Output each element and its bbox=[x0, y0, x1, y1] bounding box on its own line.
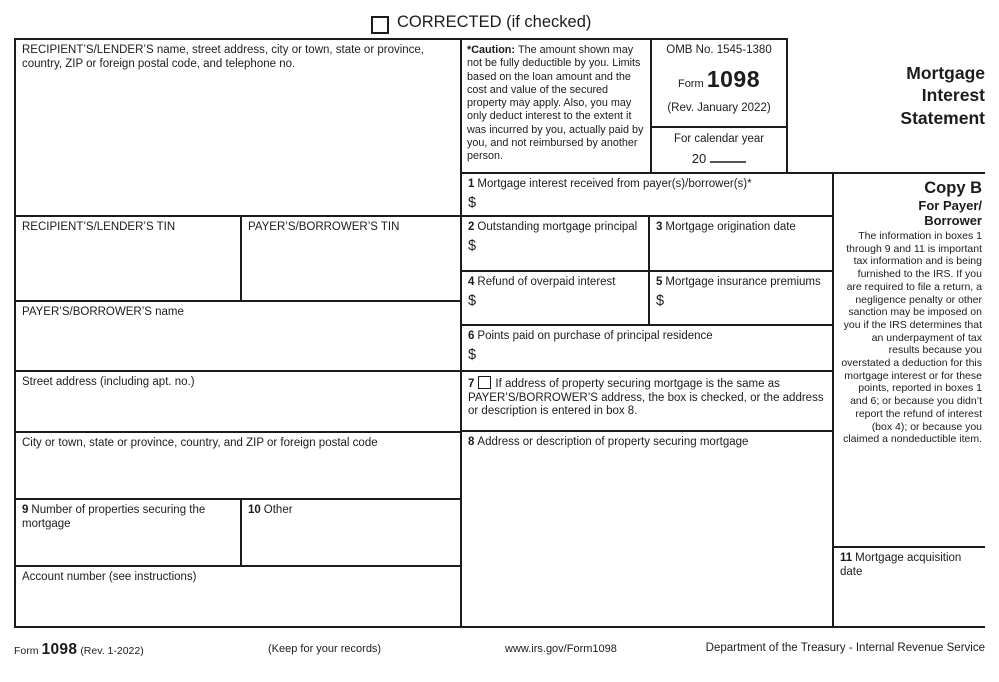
box8-number: 8 bbox=[468, 436, 475, 448]
footer-irs-url: www.irs.gov/Form1098 bbox=[505, 643, 617, 655]
box4-number: 4 bbox=[468, 276, 475, 288]
box10-number: 10 bbox=[248, 504, 261, 516]
copy-b-instructions: The information in boxes 1 through 9 and 11 is important tax information and is being furnished to the IRS. If you are required to file a return, a negligence penalty or other sanction may be imposed on you if the IRS determines that an underpayment of tax results because you overstated a deduction for this mortgage interest or for these points, reported in boxes 1 and 6; or because you didn’t report the refund of interest (box 4); or because you claimed a nondeductible item. bbox=[841, 230, 982, 446]
box9-number-of-properties-field[interactable] bbox=[14, 498, 240, 565]
box10-other-field[interactable] bbox=[240, 498, 460, 565]
box1-mortgage-interest-field[interactable] bbox=[460, 172, 832, 215]
box4-refund-field[interactable] bbox=[460, 270, 648, 324]
city-state-zip-label: City or town, state or province, country, and ZIP or foreign postal code bbox=[22, 437, 378, 449]
box10-label: Other bbox=[263, 504, 293, 516]
footer-form-id bbox=[14, 641, 144, 659]
box5-insurance-premiums-field[interactable] bbox=[648, 270, 832, 324]
form-number: 1098 bbox=[706, 65, 761, 92]
omb-number: OMB No. 1545-1380 bbox=[666, 44, 772, 56]
box11-label: Mortgage acquisition date bbox=[840, 552, 962, 578]
corrected-checkbox[interactable] bbox=[371, 16, 389, 34]
box1-number: 1 bbox=[468, 178, 475, 190]
footer bbox=[0, 639, 999, 663]
box1-label: Mortgage interest received from payer(s)/borrower(s)* bbox=[477, 178, 752, 190]
box6-dollar-sign: $ bbox=[468, 346, 477, 363]
recipient-lender-tin-field[interactable] bbox=[14, 215, 240, 300]
box2-label: Outstanding mortgage principal bbox=[477, 221, 638, 233]
footer-form-word: Form bbox=[14, 645, 39, 657]
form-revision: (Rev. January 2022) bbox=[667, 101, 771, 114]
caution-lead: *Caution: bbox=[467, 44, 515, 56]
box7-same-address-section bbox=[460, 370, 832, 430]
footer-form-number: 1098 bbox=[41, 641, 78, 658]
copy-b-subtitle-line1: For Payer/ bbox=[918, 198, 982, 214]
recipient-lender-info-field[interactable] bbox=[14, 38, 460, 215]
box2-outstanding-principal-field[interactable] bbox=[460, 215, 648, 270]
box4-label: Refund of overpaid interest bbox=[477, 276, 616, 288]
box3-origination-date-field[interactable] bbox=[648, 215, 832, 270]
box6-number: 6 bbox=[468, 330, 475, 342]
box9-number: 9 bbox=[22, 504, 29, 516]
calendar-year-prefix: 20 bbox=[691, 150, 707, 166]
box5-label: Mortgage insurance premiums bbox=[665, 276, 821, 288]
recipient-lender-tin-label: RECIPIENT’S/LENDER’S TIN bbox=[22, 221, 176, 233]
footer-department: Department of the Treasury - Internal Revenue Service bbox=[705, 642, 985, 654]
box5-dollar-sign: $ bbox=[656, 292, 665, 309]
box2-dollar-sign: $ bbox=[468, 237, 477, 254]
street-address-label: Street address (including apt. no.) bbox=[22, 376, 195, 388]
box8-property-address-field[interactable] bbox=[460, 430, 832, 628]
box3-number: 3 bbox=[656, 221, 663, 233]
copy-b-title: Copy B bbox=[924, 179, 982, 197]
payer-borrower-tin-label: PAYER’S/BORROWER’S TIN bbox=[248, 221, 400, 233]
calendar-year-box bbox=[650, 126, 788, 172]
footer-form-revision: (Rev. 1-2022) bbox=[80, 645, 144, 657]
box7-checkbox[interactable] bbox=[478, 376, 491, 389]
box6-points-paid-field[interactable] bbox=[460, 324, 832, 370]
caution-text: The amount shown may not be fully deductible by you. Limits based on the loan amount and the cost and value of the secured property may apply. Also, you may only deduct interest to the extent it was incurred by you, actually paid by you, and not reimbursed by another person. bbox=[467, 44, 644, 163]
box11-acquisition-date-field[interactable] bbox=[832, 546, 985, 628]
payer-borrower-tin-field[interactable] bbox=[240, 215, 460, 300]
account-number-label: Account number (see instructions) bbox=[22, 571, 197, 583]
box5-number: 5 bbox=[656, 276, 663, 288]
copy-b-panel bbox=[832, 172, 985, 546]
calendar-year-label: For calendar year bbox=[673, 133, 765, 145]
city-state-zip-field[interactable] bbox=[14, 431, 460, 498]
recipient-lender-info-label: RECIPIENT’S/LENDER’S name, street address, city or town, state or province, country, ZIP or foreign postal code, and telephone no. bbox=[22, 44, 425, 70]
box9-label: Number of properties securing the mortgage bbox=[22, 504, 206, 530]
account-number-field[interactable] bbox=[14, 565, 460, 628]
box4-dollar-sign: $ bbox=[468, 292, 477, 309]
box7-number: 7 bbox=[468, 378, 475, 390]
caution-note bbox=[460, 38, 650, 172]
box2-number: 2 bbox=[468, 221, 475, 233]
copy-b-subtitle-line2: Borrower bbox=[924, 213, 982, 229]
payer-borrower-name-field[interactable] bbox=[14, 300, 460, 370]
form-word: Form bbox=[677, 77, 704, 90]
corrected-header bbox=[371, 13, 591, 34]
box8-label: Address or description of property securing mortgage bbox=[477, 436, 749, 448]
box6-label: Points paid on purchase of principal residence bbox=[477, 330, 713, 342]
box11-number: 11 bbox=[840, 552, 853, 564]
box3-label: Mortgage origination date bbox=[665, 221, 796, 233]
corrected-label: CORRECTED (if checked) bbox=[397, 13, 592, 31]
calendar-year-input[interactable] bbox=[710, 149, 746, 163]
box1-dollar-sign: $ bbox=[468, 194, 477, 211]
omb-box bbox=[650, 38, 788, 126]
box7-label: If address of property securing mortgage is the same as PAYER’S/BORROWER’S address, the box is checked, or the address or description is entered in box 8. bbox=[468, 378, 824, 418]
form-title: Mortgage Interest Statement bbox=[900, 63, 985, 128]
footer-keep-note: (Keep for your records) bbox=[268, 643, 382, 655]
payer-borrower-name-label: PAYER’S/BORROWER’S name bbox=[22, 306, 184, 318]
street-address-field[interactable] bbox=[14, 370, 460, 431]
